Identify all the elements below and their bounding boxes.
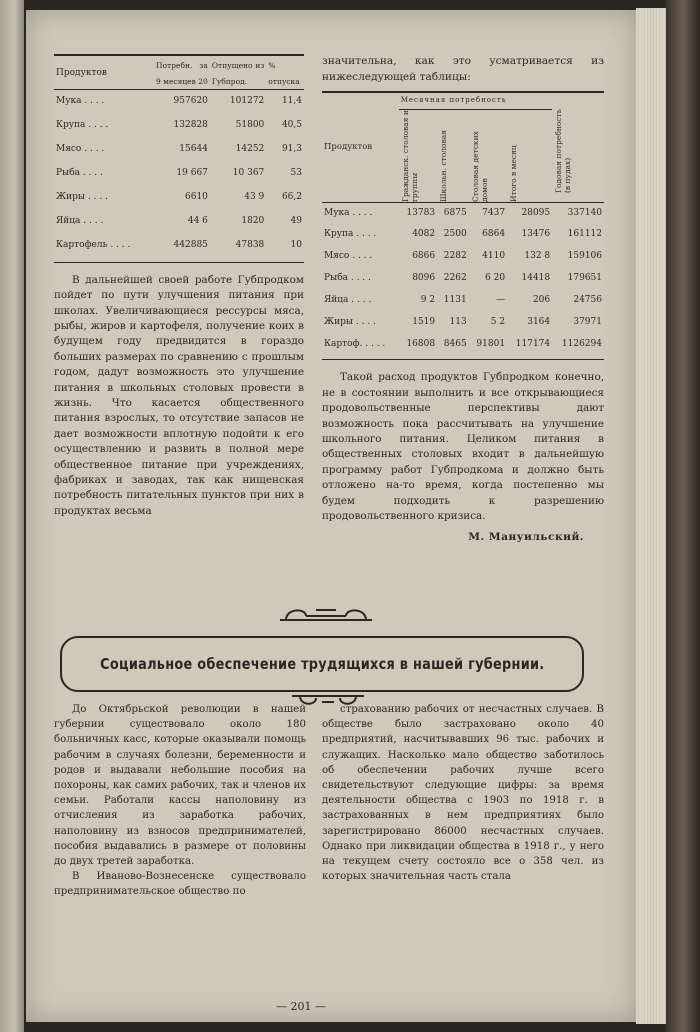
table-cell: 40,5 [281, 119, 302, 130]
paragraph: Такой расход продуктов Губпродком конечно, не в состоянии выполнить и все открывающиеся продовольственные перспективы дают возможность пока рассчитывать на улучшение школьного питания. Целиком питания в общественных столовых входит в дальнейшую программу работ Губпродкома и должно быть отложено на-то время, когда постепенно мы будем подходить к разрешению продовольственного кризиса. [322, 371, 604, 522]
table-cell: 7437 [482, 207, 506, 218]
left-text [54, 273, 304, 520]
table-cell: 53 [290, 167, 302, 178]
table-header: Месячная потребность [399, 92, 552, 109]
table-cell: 101272 [229, 96, 265, 107]
table-cell: 3164 [527, 317, 551, 328]
table-cell: Мука . . . . [56, 96, 105, 107]
table-cell: Яйца . . . . [324, 295, 372, 306]
table-cell: Мясо . . . . [324, 251, 373, 262]
table-row [54, 114, 304, 138]
bottom-right-column [322, 702, 604, 884]
table-header: Столовая детских домов [470, 130, 489, 202]
table-row [322, 290, 604, 312]
table-cell: Картоф. . . . . [324, 339, 386, 350]
demand-table [322, 91, 604, 356]
table-cell: Яйца . . . . [56, 215, 104, 226]
page-number: — 201 — [276, 1000, 326, 1013]
table-cell: 13476 [521, 229, 551, 240]
table-cell: 4110 [482, 251, 506, 262]
table-cell: Крупа . . . . [56, 119, 109, 130]
table-cell: 5 2 [490, 317, 506, 328]
supply-table [54, 58, 304, 258]
table-header: Отпущено из Губпрод. [210, 58, 266, 90]
table-cell: 6875 [443, 207, 467, 218]
table-rule [54, 262, 304, 263]
table-cell: 43 9 [244, 191, 265, 202]
table-cell: Мука . . . . [324, 207, 373, 218]
table-cell: Рыба . . . . [324, 273, 371, 284]
table-cell: 159106 [567, 251, 602, 262]
ornament-icon [276, 604, 376, 624]
table-rule [54, 54, 304, 56]
book-cover-edge [666, 0, 700, 1032]
table-cell: 206 [532, 295, 551, 306]
table-cell: Жиры . . . . [324, 317, 376, 328]
bottom-left-column [54, 702, 306, 900]
table-header: % отпуска [266, 58, 304, 90]
table-cell: 1820 [241, 215, 265, 226]
table-cell: 337140 [567, 207, 602, 218]
table-cell: 6 20 [485, 273, 506, 284]
table-cell: Рыба . . . . [56, 167, 103, 178]
right-column [322, 54, 604, 546]
table-cell: 1126294 [561, 339, 602, 350]
table-cell: 10 [290, 239, 302, 250]
table-cell: Мясо . . . . [56, 143, 105, 154]
table-cell: 6610 [185, 191, 208, 202]
table-cell: 49 [290, 215, 302, 226]
table-cell: Картофель . . . . [56, 239, 131, 250]
table-cell: 14418 [521, 273, 551, 284]
signature: М. Мануильский. [468, 531, 584, 544]
table-cell: 6864 [482, 229, 506, 240]
table-row [54, 210, 304, 234]
section-title: Социальное обеспечение трудящихся в нашей губернии. [99, 655, 545, 673]
table-row [322, 224, 604, 246]
table-cell: 1519 [412, 317, 436, 328]
table-cell: 132828 [173, 119, 208, 130]
table-cell: 8096 [412, 273, 436, 284]
table-cell: Жиры . . . . [56, 191, 108, 202]
table-cell: 28095 [521, 207, 551, 218]
table-row [54, 90, 304, 114]
table-cell: Крупа . . . . [324, 229, 377, 240]
table-cell: 2500 [443, 229, 467, 240]
paragraph: страхованию рабочих от несчастных случаев. В обществе было застраховано около 40 предприятий, насчитывавших 96 тыс. рабочих и служащих. Насколько мало общество заботилось об обеспечении рабочих лучше всего свидетельствуют следующие цифры: за время деятельности общества с 1903 по 1918 г. в застрахованных в нем предприятиях было зарегистрировано 86000 несчастных случаев. Однако при ликвидации общества в 1918 г., у него на текущем счету состояло все о 358 чел. из которых значительная часть стала [322, 704, 604, 883]
table-cell: 132 8 [524, 251, 551, 262]
table-row [54, 162, 304, 186]
table-cell: 19 667 [176, 167, 208, 178]
table-row [322, 312, 604, 334]
page-stack-edge [636, 8, 666, 1024]
table-cell: 113 [449, 317, 467, 328]
table-row [54, 234, 304, 258]
table-header: Продуктов [54, 58, 154, 90]
right-intro: значительна, как это усматривается из нижеследующей таблицы: [322, 55, 604, 83]
table-cell: 44 6 [187, 215, 208, 226]
table-row [322, 246, 604, 268]
section-title-frame [60, 636, 584, 692]
table-cell: 4082 [412, 229, 436, 240]
document-page [26, 10, 636, 1022]
table-cell: 957620 [173, 96, 208, 107]
table-row [322, 268, 604, 290]
table-cell: 10 367 [232, 167, 265, 178]
table-header: Итого в месяц [509, 145, 519, 202]
table-cell: — [496, 295, 506, 306]
table-cell: 47838 [235, 239, 265, 250]
table-cell: 179651 [567, 273, 602, 284]
table-header: Потребн. за 9 месяцев 20 [154, 58, 210, 90]
table-cell: 9 2 [420, 295, 436, 306]
right-text [322, 370, 604, 524]
table-cell: 117174 [515, 339, 551, 350]
paragraph: В Иваново-Вознесенске существовало предпринимательское общество по [54, 871, 306, 898]
table-cell: 1131 [443, 295, 467, 306]
table-row [322, 334, 604, 356]
table-header: Годовая потребность (в пудах) [554, 109, 573, 194]
table-cell: 14252 [235, 143, 265, 154]
table-row [54, 138, 304, 162]
paragraph: До Октябрьской революции в нашей губернии существовало около 180 больничных касс, которые оказывали помощь рабочим в случаях болезни, беременности и родов и выдавали небольшие пособия на похороны, как самих рабочих, так и членов их семьи. Работали кассы наполовину из отчисления из заработка рабочих, наполовину из взносов предпринимателей, пособия выдавались в размере от половины до двух третей заработка. [54, 704, 306, 868]
paragraph: В дальнейшей своей работе Губпродком пойдет по пути улучшения питания при школах. Увеличивающиеся рессурсы мяса, рыбы, жиров и картофеля, получение коих в будущем году предвидится в гораздо больших размерах по сравнению с прошлым годом, дадут возможность это улучшение питания в школьных столовых провести в жизнь. Что касается общественного питания взрослых, то отсутствие запасов не дает возможности вплотную подойти к его осуществлению и развить в полной мере общественное питание при учреждениях, фабриках и заводах, так как нищенская потребность питательных пунктов при них в продуктах весьма [54, 273, 304, 517]
facing-page-edge [0, 0, 24, 1032]
table-cell: 6866 [412, 251, 436, 262]
table-row [54, 186, 304, 210]
table-cell: 51800 [235, 119, 265, 130]
table-cell: 13783 [406, 207, 436, 218]
table-cell: 2282 [443, 251, 467, 262]
table-cell: 8465 [443, 339, 467, 350]
table-cell: 24756 [573, 295, 602, 306]
table-cell: 2262 [443, 273, 467, 284]
table-cell: 11,4 [281, 96, 302, 107]
table-cell: 442885 [173, 239, 208, 250]
table-header: Гражданск. столовая и группы [400, 109, 419, 202]
left-column [54, 54, 304, 519]
table-cell: 91801 [476, 339, 506, 350]
table-cell: 37971 [573, 317, 602, 328]
table-header: Школьн. столовая [439, 129, 449, 202]
table-header: Продуктов [322, 92, 399, 202]
table-rule [322, 359, 604, 360]
table-cell: 16808 [406, 339, 436, 350]
table-cell: 15644 [179, 143, 208, 154]
table-cell: 161112 [567, 229, 602, 240]
table-cell: 66,2 [281, 191, 302, 202]
table-row [322, 202, 604, 224]
table-cell: 91,3 [281, 143, 302, 154]
